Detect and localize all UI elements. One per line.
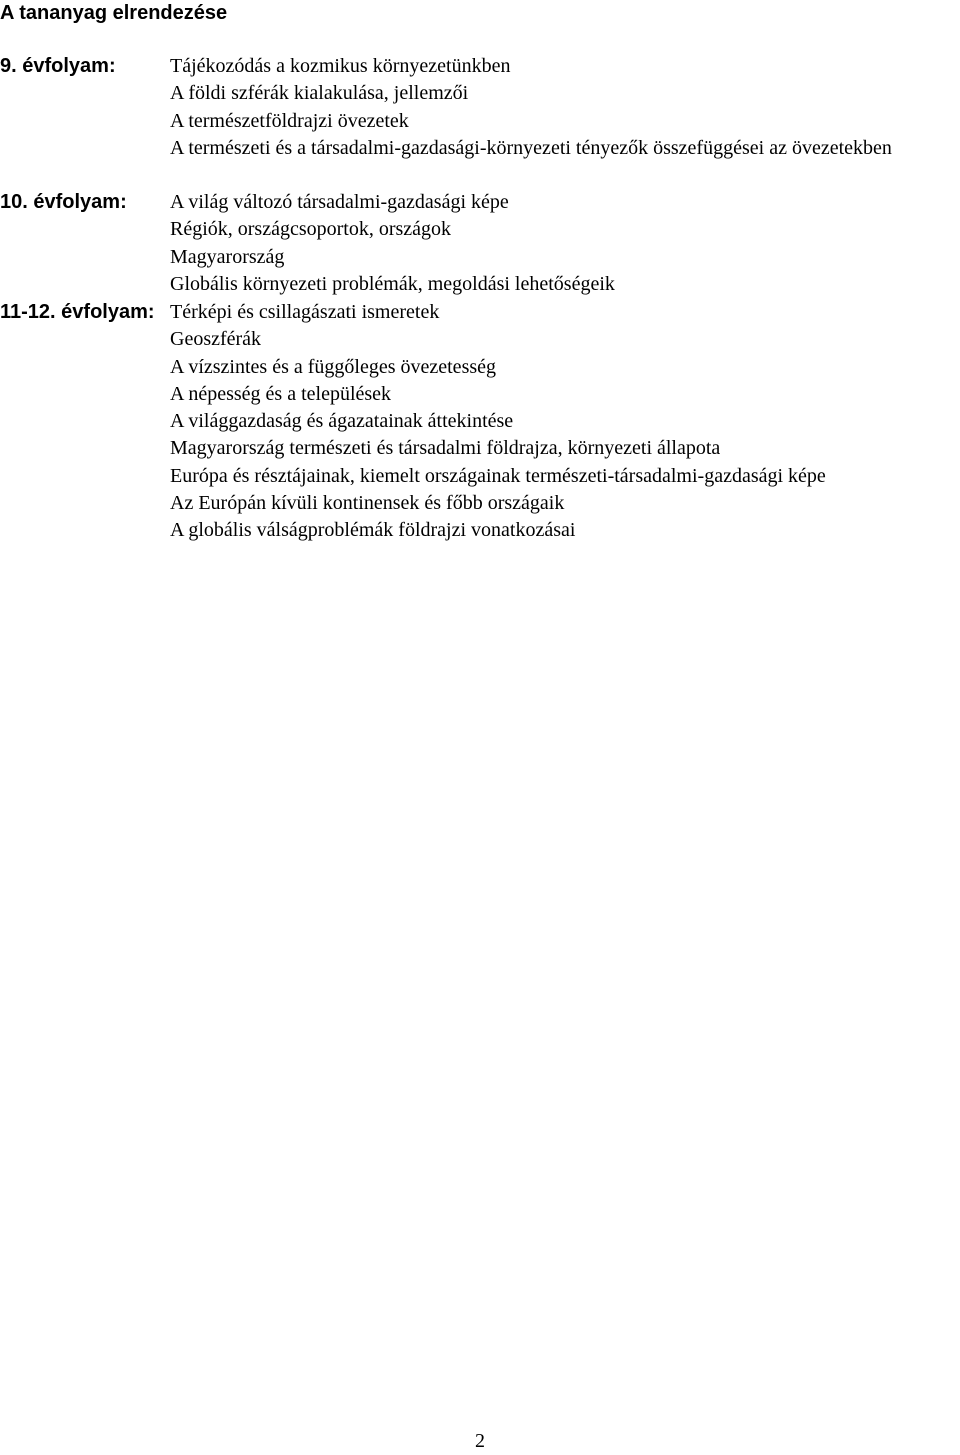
topic-item: A világ változó társadalmi-gazdasági képe	[170, 191, 509, 213]
page-number-text: 2	[475, 1430, 485, 1452]
topic-item: A népesség és a települések	[170, 382, 392, 405]
topic-list	[170, 299, 958, 545]
topic-item: A természetföldrajzi övezetek	[170, 109, 409, 132]
grade-label: 9. évfolyam:	[0, 55, 116, 77]
grade-label: 10. évfolyam:	[0, 191, 127, 213]
topic-item: A földi szférák kialakulása, jellemzői	[170, 82, 469, 105]
grade-label: 11-12. évfolyam:	[0, 301, 155, 323]
topic-item: Tájékozódás a kozmikus környezetünkben	[170, 55, 511, 77]
section-heading: A tananyag elrendezése	[0, 2, 228, 24]
page-number	[0, 1428, 960, 1455]
topic-item: A természeti és a társadalmi-gazdasági-környezeti tényezők összefüggései az övezetekben	[170, 136, 892, 159]
topic-item: A világgazdaság és ágazatainak áttekintése	[170, 410, 514, 433]
topic-list	[170, 189, 958, 298]
topic-item: A vízszintes és a függőleges övezetesség	[170, 355, 497, 378]
topic-item: Magyarország természeti és társadalmi földrajza, környezeti állapota	[170, 437, 721, 460]
topic-item: Magyarország	[170, 245, 285, 268]
topic-item: A globális válságproblémák földrajzi vonatkozásai	[170, 519, 576, 542]
topic-item: Régiók, országcsoportok, országok	[170, 218, 452, 241]
topic-item: Az Európán kívüli kontinensek és főbb országaik	[170, 492, 565, 515]
topic-item: Geoszférák	[170, 328, 262, 351]
topic-item: Térképi és csillagászati ismeretek	[170, 301, 440, 323]
topic-item: Európa és résztájainak, kiemelt országainak természeti-társadalmi-gazdasági képe	[170, 464, 826, 487]
topic-list	[170, 53, 958, 162]
topic-item: Globális környezeti problémák, megoldási lehetőségeik	[170, 272, 615, 295]
